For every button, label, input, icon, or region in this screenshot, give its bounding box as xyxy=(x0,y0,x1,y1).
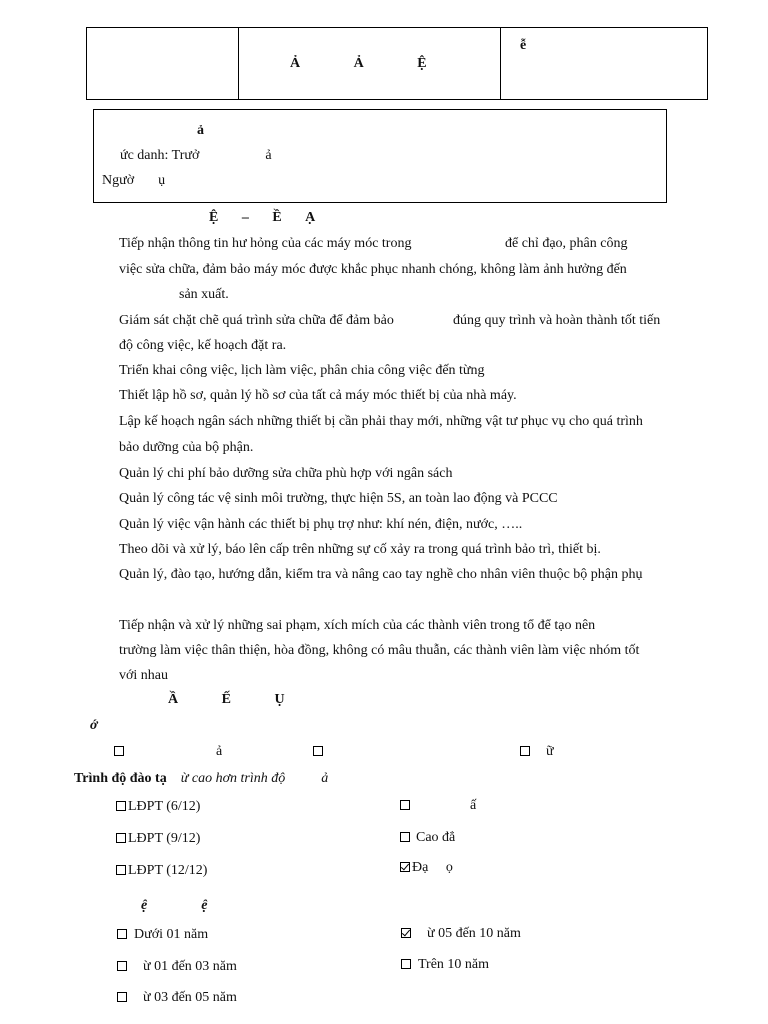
gender-option-label: ả xyxy=(216,744,223,759)
gender-option-1[interactable] xyxy=(114,744,222,760)
education-option-label: Đạ ọ xyxy=(412,860,453,875)
duty-line: Quản lý, đào tạo, hướng dẫn, kiểm tra và nâng cao tay nghề cho nhân viên thuộc bộ phận phụ xyxy=(119,567,643,582)
experience-option[interactable] xyxy=(117,927,208,943)
job-info-box xyxy=(93,109,667,203)
job-title-suffix: ả xyxy=(265,148,272,163)
experience-option[interactable] xyxy=(401,926,521,942)
experience-label-1: ệ xyxy=(141,898,148,913)
duties-heading: Ệ – Ề Ạ xyxy=(209,210,316,225)
experience-option-label: ừ 05 đến 10 năm xyxy=(427,926,521,941)
experience-option[interactable] xyxy=(117,959,237,975)
experience-option[interactable] xyxy=(117,990,237,1006)
education-option[interactable] xyxy=(400,860,453,876)
education-label xyxy=(74,771,328,787)
duty-line: đúng quy trình và hoàn thành tốt tiến xyxy=(453,313,661,328)
checkbox-education[interactable] xyxy=(116,865,126,875)
gender-label: ớ xyxy=(90,718,98,733)
education-option[interactable] xyxy=(116,831,200,847)
header-right-text: ễ xyxy=(520,38,527,53)
education-option[interactable] xyxy=(400,830,455,846)
experience-option-label: ừ 03 đến 05 năm xyxy=(143,990,237,1005)
duty-line: Lập kế hoạch ngân sách những thiết bị cần phải thay mới, những vật tư phục vụ cho quá trình xyxy=(119,414,643,429)
duty-line: trường làm việc thân thiện, hòa đồng, không có mâu thuẫn, các thành viên làm việc nhóm tốt xyxy=(119,643,640,658)
education-label-note: ừ cao hơn trình độ xyxy=(180,771,286,786)
info-line-3 xyxy=(102,173,165,189)
experience-label xyxy=(141,898,207,914)
experience-option-label: Dưới 01 năm xyxy=(134,927,209,942)
duty-line: Tiếp nhận thông tin hư hỏng của các máy móc trong xyxy=(119,236,412,251)
gender-option-3[interactable] xyxy=(520,744,554,760)
duty-line: Quản lý việc vận hành các thiết bị phụ trợ như: khí nén, điện, nước, ….. xyxy=(119,517,523,532)
checkbox-education-checked[interactable] xyxy=(400,862,410,872)
checkbox-experience[interactable] xyxy=(401,959,411,969)
checkbox-experience[interactable] xyxy=(117,992,127,1002)
duty-line: Quản lý chi phí bảo dưỡng sửa chữa phù hợp với ngân sách xyxy=(119,466,453,481)
duty-line: Tiếp nhận và xử lý những sai phạm, xích mích của các thành viên trong tổ để tạo nên xyxy=(119,618,596,633)
gender-option-2[interactable] xyxy=(313,744,325,760)
duty-line: Theo dõi và xử lý, báo lên cấp trên những sự cố xảy ra trong quá trình bảo trì, thiết bị. xyxy=(119,542,601,557)
education-option-label: LĐPT (9/12) xyxy=(128,831,201,846)
duty-line: Quản lý công tác vệ sinh môi trường, thực hiện 5S, an toàn lao động và PCCC xyxy=(119,491,558,506)
experience-option-label: ừ 01 đến 03 năm xyxy=(143,959,237,974)
experience-label-2: ệ xyxy=(201,898,208,913)
checkbox-gender-1[interactable] xyxy=(114,746,124,756)
checkbox-gender-3[interactable] xyxy=(520,746,530,756)
education-option-label: LĐPT (6/12) xyxy=(128,799,201,814)
header-divider-2 xyxy=(500,28,501,99)
requirements-heading: Ầ Ế Ụ xyxy=(168,692,285,707)
duty-line: Giám sát chặt chẽ quá trình sửa chữa để đảm bảo xyxy=(119,313,394,328)
duty-line: để chỉ đạo, phân công xyxy=(505,236,628,251)
reports-to-suffix: ụ xyxy=(158,173,166,188)
education-label-text: Trình độ đào tạ xyxy=(74,771,167,786)
gender-option-label: ữ xyxy=(546,744,554,759)
reports-to-label: Ngườ xyxy=(102,173,135,188)
checkbox-education[interactable] xyxy=(116,833,126,843)
duty-line: với nhau xyxy=(119,668,169,683)
checkbox-experience-checked[interactable] xyxy=(401,928,411,938)
header-table xyxy=(86,27,708,100)
education-label-note-end: ả xyxy=(321,771,329,786)
education-option[interactable] xyxy=(400,798,476,814)
education-option[interactable] xyxy=(116,863,207,879)
education-option[interactable] xyxy=(116,799,200,815)
checkbox-experience[interactable] xyxy=(117,961,127,971)
duty-line: bảo dưỡng của bộ phận. xyxy=(119,440,254,455)
education-option-label: LĐPT (12/12) xyxy=(128,863,208,878)
experience-option[interactable] xyxy=(401,957,489,973)
duty-line: việc sửa chữa, đảm bảo máy móc được khắc phục nhanh chóng, không làm ảnh hưởng đến xyxy=(119,262,627,277)
duty-line: Thiết lập hồ sơ, quản lý hồ sơ của tất cả máy móc thiết bị của nhà máy. xyxy=(119,388,517,403)
info-line-2 xyxy=(120,148,272,164)
checkbox-gender-2[interactable] xyxy=(313,746,323,756)
info-line-1: ả xyxy=(197,123,204,138)
header-title: Ả Ả Ệ xyxy=(290,56,427,71)
job-title-label: ức danh: Trưở xyxy=(120,148,200,163)
checkbox-education[interactable] xyxy=(400,832,410,842)
header-divider-1 xyxy=(238,28,239,99)
duty-line: độ công việc, kế hoạch đặt ra. xyxy=(119,338,287,353)
checkbox-education[interactable] xyxy=(400,800,410,810)
duty-line: sản xuất. xyxy=(179,287,229,302)
checkbox-experience[interactable] xyxy=(117,929,127,939)
education-option-label: ấ xyxy=(470,798,477,813)
education-option-label: Cao đẳ xyxy=(416,830,456,845)
experience-option-label: Trên 10 năm xyxy=(418,957,490,972)
checkbox-education[interactable] xyxy=(116,801,126,811)
duty-line: Triển khai công việc, lịch làm việc, phân chia công việc đến từng xyxy=(119,363,485,378)
